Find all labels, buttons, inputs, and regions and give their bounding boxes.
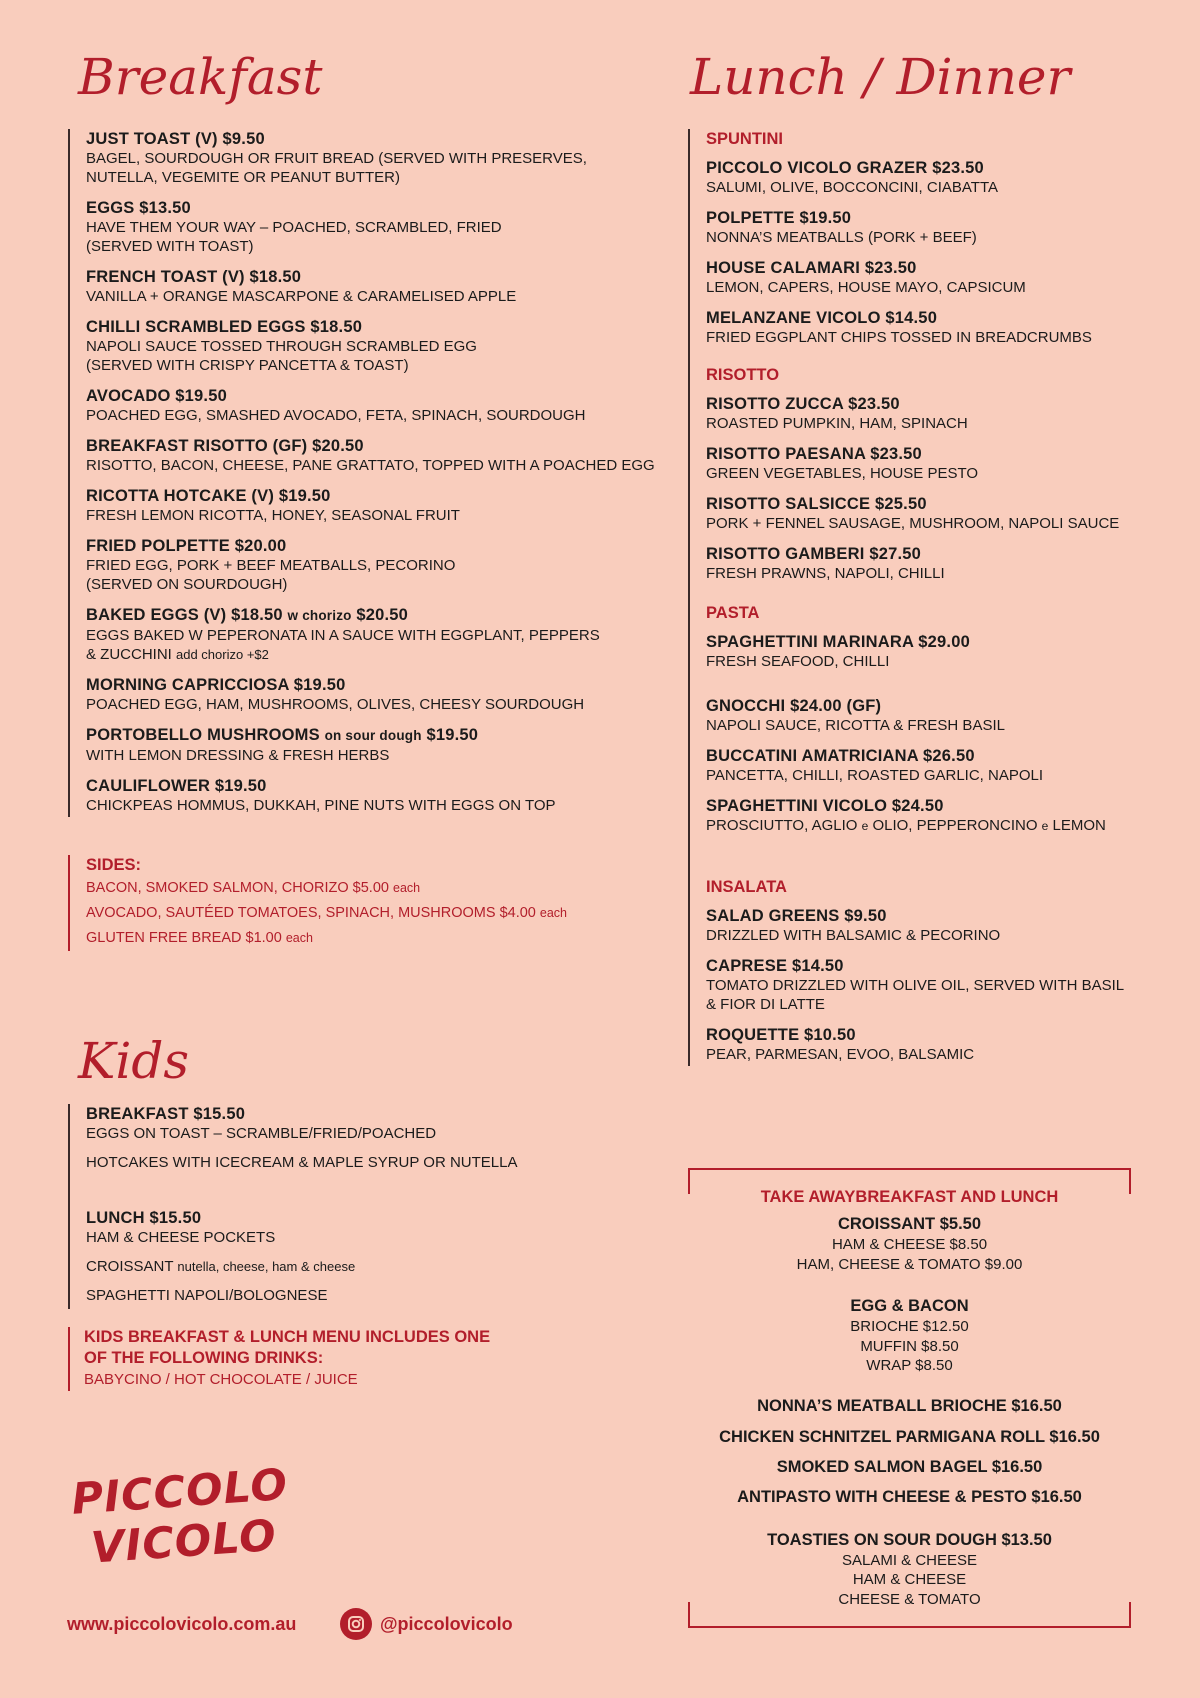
- takeaway-item-name: TOASTIES ON SOUR DOUGH $13.50: [767, 1530, 1052, 1549]
- menu-item: [706, 308, 1158, 347]
- menu-item-desc: FRESH PRAWNS, NAPOLI, CHILLI: [706, 565, 945, 582]
- menu-item-name: BREAKFAST RISOTTO (GF) $20.50: [86, 437, 364, 455]
- takeaway-item-desc: HAM & CHEESE: [852, 1571, 967, 1588]
- menu-item: SPAGHETTINI MARINARA $29.00 FRESH SEAFOOD, CHILLI: [706, 633, 970, 670]
- menu-item: BUCCATINI AMATRICIANA $26.50 PANCETTA, CHILLI, ROASTED GARLIC, NAPOLI: [706, 747, 1044, 784]
- menu-item: [86, 486, 668, 525]
- kids-lunch-option: HAM & CHEESE POCKETS: [86, 1229, 276, 1246]
- menu-item-name: RISOTTO ZUCCA $23.50: [706, 395, 900, 413]
- menu-item-desc: SALUMI, OLIVE, BOCCONCINI, CIABATTA: [706, 179, 998, 196]
- breakfast-menu-list: [68, 129, 668, 817]
- instagram-icon: [340, 1608, 372, 1640]
- takeaway-title: TAKE AWAYBREAKFAST AND LUNCH: [760, 1188, 1059, 1206]
- takeaway-box: [688, 1168, 1131, 1628]
- side-item: BACON, SMOKED SALMON, CHORIZO $5.00 each: [86, 880, 421, 896]
- takeaway-item-name: SMOKED SALMON BAGEL $16.50: [776, 1457, 1043, 1476]
- takeaway-item-desc: MUFFIN $8.50: [860, 1337, 959, 1355]
- menu-item-name: RISOTTO SALSICCE $25.50: [706, 495, 927, 513]
- menu-item-name: PICCOLO VICOLO GRAZER $23.50: [706, 159, 984, 177]
- menu-item-desc: NAPOLI SAUCE TOSSED THROUGH SCRAMBLED EGG: [86, 338, 477, 355]
- side-item: GLUTEN FREE BREAD $1.00 each: [86, 930, 313, 946]
- menu-item: CAPRESE $14.50 TOMATO DRIZZLED WITH OLIVE OIL, SERVED WITH BASIL & FIOR DI LATTE: [706, 957, 1125, 1013]
- website-link[interactable]: www.piccolovicolo.com.au: [67, 1614, 297, 1634]
- menu-item-name: POLPETTE $19.50: [706, 209, 852, 227]
- takeaway-item-desc: BRIOCHE $12.50: [850, 1318, 969, 1335]
- menu-item: [706, 494, 1158, 533]
- kids-menu-list: [68, 1104, 668, 1309]
- menu-item: [86, 536, 668, 594]
- takeaway-item-desc: HAM & CHEESE $8.50: [831, 1236, 988, 1253]
- menu-item: [86, 317, 668, 375]
- menu-item-name: CHILLI SCRAMBLED EGGS $18.50: [86, 318, 363, 336]
- section-title-pasta: PASTA: [706, 604, 760, 622]
- takeaway-item-name: CHICKEN SCHNITZEL PARMIGANA ROLL $16.50: [719, 1427, 1100, 1446]
- menu-item-desc: FRIED EGGPLANT CHIPS TOSSED IN BREADCRUMBS: [706, 329, 1092, 346]
- menu-item: [86, 436, 668, 475]
- menu-item-desc: HAVE THEM YOUR WAY – POACHED, SCRAMBLED, FRIED: [86, 219, 502, 236]
- menu-item-desc: GREEN VEGETABLES, HOUSE PESTO: [706, 465, 979, 482]
- menu-item: [86, 198, 668, 256]
- menu-item-desc: (SERVED WITH TOAST): [86, 238, 254, 255]
- menu-item: BAKED EGGS (V) $18.50 w chorizo $20.50 EGGS BAKED W PEPERONATA IN A SAUCE WITH EGGPLANT, PEPPERS & ZUCCHINI add chorizo +$2: [86, 606, 600, 663]
- menu-item: SPAGHETTINI VICOLO $24.50 PROSCIUTTO, AGLIO e OLIO, PEPPERONCINO e LEMON: [706, 797, 1106, 834]
- takeaway-item-desc: CHEESE & TOMATO: [838, 1590, 981, 1608]
- menu-item-name: RISOTTO GAMBERI $27.50: [706, 545, 921, 563]
- instagram-handle: @piccolovicolo: [380, 1613, 513, 1634]
- menu-item: [86, 129, 668, 187]
- menu-item-desc: ROASTED PUMPKIN, HAM, SPINACH: [706, 415, 968, 432]
- takeaway-item-desc: SALAMI & CHEESE: [841, 1551, 978, 1569]
- menu-item-name: RICOTTA HOTCAKE (V) $19.50: [86, 487, 331, 505]
- section-title-spuntini: SPUNTINI: [706, 130, 784, 148]
- menu-item-desc: NONNA’S MEATBALLS (PORK + BEEF): [706, 229, 977, 246]
- menu-item: MORNING CAPRICCIOSA $19.50 POACHED EGG, HAM, MUSHROOMS, OLIVES, CHEESY SOURDOUGH: [86, 676, 585, 713]
- menu-item-name: RISOTTO PAESANA $23.50: [706, 445, 922, 463]
- menu-item: SALAD GREENS $9.50 DRIZZLED WITH BALSAMIC & PECORINO: [706, 907, 1001, 944]
- menu-item-desc: BAGEL, SOURDOUGH OR FRUIT BREAD (SERVED WITH PRESERVES,: [86, 150, 587, 167]
- piccolo-vicolo-logo: PICCOLO VICOLO: [70, 1459, 290, 1574]
- menu-item-desc: (SERVED ON SOURDOUGH): [86, 576, 288, 593]
- menu-item-desc: VANILLA + ORANGE MASCARPONE & CARAMELISED APPLE: [86, 288, 517, 305]
- kids-breakfast-name: BREAKFAST $15.50: [86, 1105, 246, 1123]
- menu-item: [86, 267, 668, 306]
- kids-lunch-option: CROISSANT nutella, cheese, ham & cheese: [86, 1258, 356, 1275]
- side-item: AVOCADO, SAUTÉED TOMATOES, SPINACH, MUSHROOMS $4.00 each: [86, 905, 568, 921]
- menu-item-name: HOUSE CALAMARI $23.50: [706, 259, 917, 277]
- kids-breakfast-option: HOTCAKES WITH ICECREAM & MAPLE SYRUP OR NUTELLA: [86, 1154, 518, 1171]
- kids-lunch-name: LUNCH $15.50: [86, 1209, 202, 1227]
- menu-item-desc: RISOTTO, BACON, CHEESE, PANE GRATTATO, TOPPED WITH A POACHED EGG: [86, 457, 655, 474]
- takeaway-item-name: EGG & BACON: [850, 1297, 969, 1315]
- lunch-dinner-heading: Lunch / Dinner: [690, 48, 1071, 106]
- instagram-link[interactable]: [340, 1608, 513, 1640]
- menu-item: ROQUETTE $10.50 PEAR, PARMESAN, EVOO, BALSAMIC: [706, 1026, 975, 1063]
- kids-drinks-note: KIDS BREAKFAST & LUNCH MENU INCLUDES ONE OF THE FOLLOWING DRINKS: BABYCINO / HOT CHOCOLATE / JUICE: [68, 1327, 668, 1391]
- menu-item-name: FRENCH TOAST (V) $18.50: [86, 268, 302, 286]
- menu-item: [706, 158, 1158, 197]
- lunch-dinner-menu-list: [688, 129, 1158, 1066]
- breakfast-heading: Breakfast: [78, 48, 323, 106]
- menu-item-desc: NUTELLA, VEGEMITE OR PEANUT BUTTER): [86, 169, 400, 186]
- takeaway-item-name: NONNA’S MEATBALL BRIOCHE $16.50: [757, 1396, 1062, 1415]
- menu-item-desc: (SERVED WITH CRISPY PANCETTA & TOAST): [86, 357, 409, 374]
- menu-item: [706, 444, 1158, 483]
- menu-item: [706, 394, 1158, 433]
- menu-item: [706, 258, 1158, 297]
- menu-item-desc: POACHED EGG, SMASHED AVOCADO, FETA, SPINACH, SOURDOUGH: [86, 407, 586, 424]
- menu-item: [706, 544, 1158, 583]
- sides-title: SIDES:: [86, 856, 142, 874]
- menu-item-name: MELANZANE VICOLO $14.50: [706, 309, 938, 327]
- menu-item-desc: LEMON, CAPERS, HOUSE MAYO, CAPSICUM: [706, 279, 1026, 296]
- menu-item: CAULIFLOWER $19.50 CHICKPEAS HOMMUS, DUKKAH, PINE NUTS WITH EGGS ON TOP: [86, 777, 556, 814]
- section-title-risotto: RISOTTO: [706, 366, 780, 384]
- takeaway-item-desc: HAM, CHEESE & TOMATO $9.00: [796, 1255, 1023, 1273]
- menu-item-desc: FRIED EGG, PORK + BEEF MEATBALLS, PECORINO: [86, 557, 456, 574]
- menu-item: [86, 386, 668, 425]
- menu-item-desc: PORK + FENNEL SAUSAGE, MUSHROOM, NAPOLI SAUCE: [706, 515, 1120, 532]
- section-title-insalata: INSALATA: [706, 878, 787, 896]
- kids-heading: Kids: [78, 1032, 190, 1090]
- kids-breakfast-option: EGGS ON TOAST – SCRAMBLE/FRIED/POACHED: [86, 1125, 437, 1142]
- menu-item-desc: FRESH LEMON RICOTTA, HONEY, SEASONAL FRUIT: [86, 507, 460, 524]
- menu-item: PORTOBELLO MUSHROOMS on sour dough $19.50 WITH LEMON DRESSING & FRESH HERBS: [86, 726, 479, 764]
- menu-item-name: EGGS $13.50: [86, 199, 191, 217]
- menu-item-name: FRIED POLPETTE $20.00: [86, 537, 287, 555]
- menu-item: GNOCCHI $24.00 (GF) NAPOLI SAUCE, RICOTTA & FRESH BASIL: [706, 697, 1005, 734]
- sides-list: [68, 855, 668, 951]
- menu-item-name: AVOCADO $19.50: [86, 387, 227, 405]
- menu-item-name: JUST TOAST (V) $9.50: [86, 130, 265, 148]
- kids-lunch-option: SPAGHETTI NAPOLI/BOLOGNESE: [86, 1287, 328, 1304]
- takeaway-item-name: ANTIPASTO WITH CHEESE & PESTO $16.50: [737, 1487, 1082, 1506]
- takeaway-item-desc: WRAP $8.50: [866, 1357, 953, 1374]
- takeaway-item-name: CROISSANT $5.50: [837, 1215, 982, 1233]
- menu-item: [706, 208, 1158, 247]
